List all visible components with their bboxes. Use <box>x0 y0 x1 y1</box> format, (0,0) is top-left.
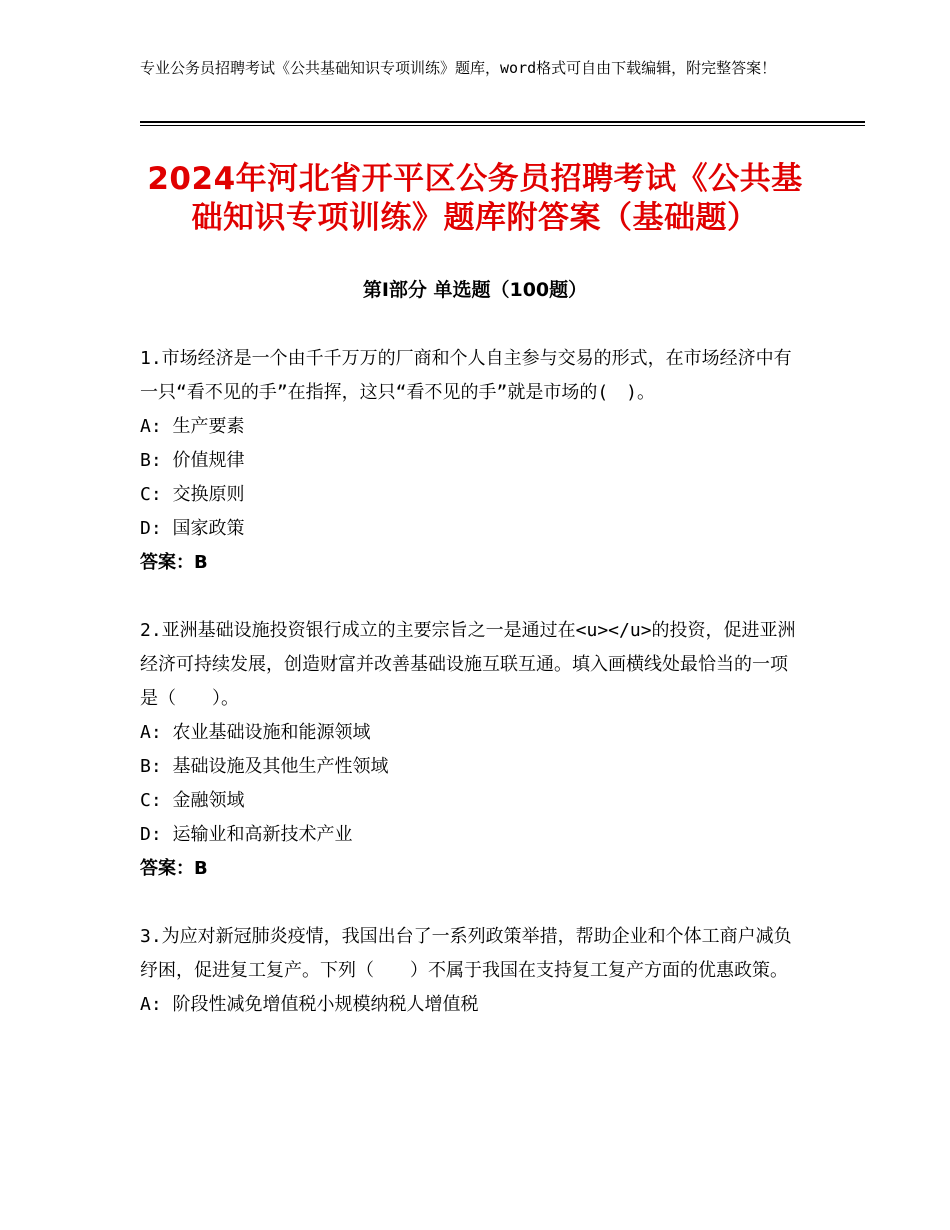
question-2 <box>140 614 800 886</box>
header-divider-thick <box>140 121 865 123</box>
question-stem: 2.亚洲基础设施投资银行成立的主要宗旨之一是通过在<u></u>的投资，促进亚洲经济可持续发展，创造财富并改善基础设施互联互通。填入画横线处最恰当的一项是（ ）。 <box>140 620 796 709</box>
option-d: D: 运输业和高新技术产业 <box>140 824 353 845</box>
option-c: C: 交换原则 <box>140 484 245 505</box>
header-divider-thin <box>140 125 865 126</box>
question-stem: 1.市场经济是一个由千千万万的厂商和个人自主参与交易的形式，在市场经济中有一只“看不见的手”在指挥，这只“看不见的手”就是市场的( )。 <box>140 348 792 403</box>
question-3 <box>140 920 800 1022</box>
header-note: 专业公务员招聘考试《公共基础知识专项训练》题库，word格式可自由下载编辑，附完整答案！ <box>140 59 777 77</box>
option-b: B: 基础设施及其他生产性领域 <box>140 756 389 777</box>
question-1 <box>140 342 800 580</box>
option-a: A: 农业基础设施和能源领域 <box>140 722 371 743</box>
section-title: 第Ⅰ部分 单选题（100题） <box>362 279 588 301</box>
option-b: B: 价值规律 <box>140 450 245 471</box>
question-list <box>140 342 800 1056</box>
question-stem: 3.为应对新冠肺炎疫情，我国出台了一系列政策举措，帮助企业和个体工商户减负纾困，促进复工复产。下列（ ）不属于我国在支持复工复产方面的优惠政策。 <box>140 926 792 981</box>
answer: 答案：B <box>140 552 208 573</box>
option-a: A: 阶段性减免增值税小规模纳税人增值税 <box>140 994 479 1015</box>
answer: 答案：B <box>140 858 208 879</box>
option-a: A: 生产要素 <box>140 416 245 437</box>
document-title: 2024年河北省开平区公务员招聘考试《公共基础知识专项训练》题库附答案（基础题） <box>147 161 803 236</box>
option-d: D: 国家政策 <box>140 518 245 539</box>
option-c: C: 金融领域 <box>140 790 245 811</box>
